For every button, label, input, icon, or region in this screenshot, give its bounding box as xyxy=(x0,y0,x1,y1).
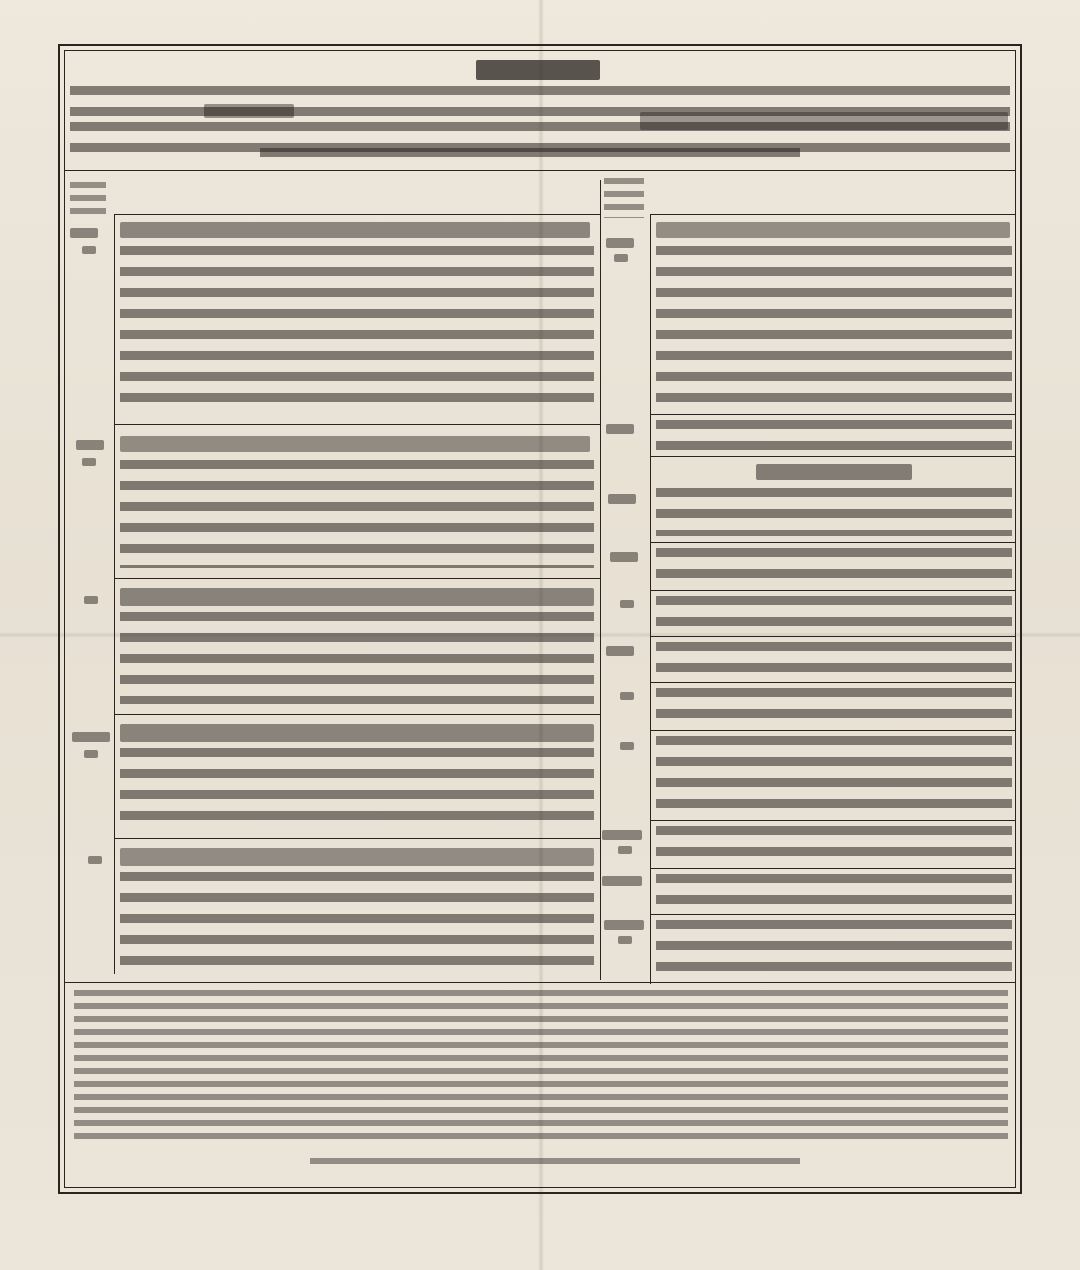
left-date-column-divider xyxy=(114,214,115,974)
left-row-rule xyxy=(114,578,600,579)
right-row-rule xyxy=(650,636,1016,637)
right-row-rule xyxy=(650,730,1016,731)
header-underline-rule xyxy=(64,170,1016,171)
right-row-rule xyxy=(650,820,1016,821)
left-row-rule xyxy=(114,714,600,715)
left-table-top-rule xyxy=(114,214,600,215)
right-row-rule xyxy=(650,590,1016,591)
right-table-top-rule xyxy=(650,214,1016,215)
right-row-rule xyxy=(650,868,1016,869)
right-row-rule xyxy=(650,682,1016,683)
right-row-rule xyxy=(650,456,1016,457)
right-row-rule xyxy=(650,914,1016,915)
center-column-divider xyxy=(600,180,601,980)
right-row-rule xyxy=(650,414,1016,415)
table-bottom-rule xyxy=(64,982,1016,983)
left-row-rule xyxy=(114,424,600,425)
right-row-rule xyxy=(650,542,1016,543)
left-row-rule xyxy=(114,838,600,839)
